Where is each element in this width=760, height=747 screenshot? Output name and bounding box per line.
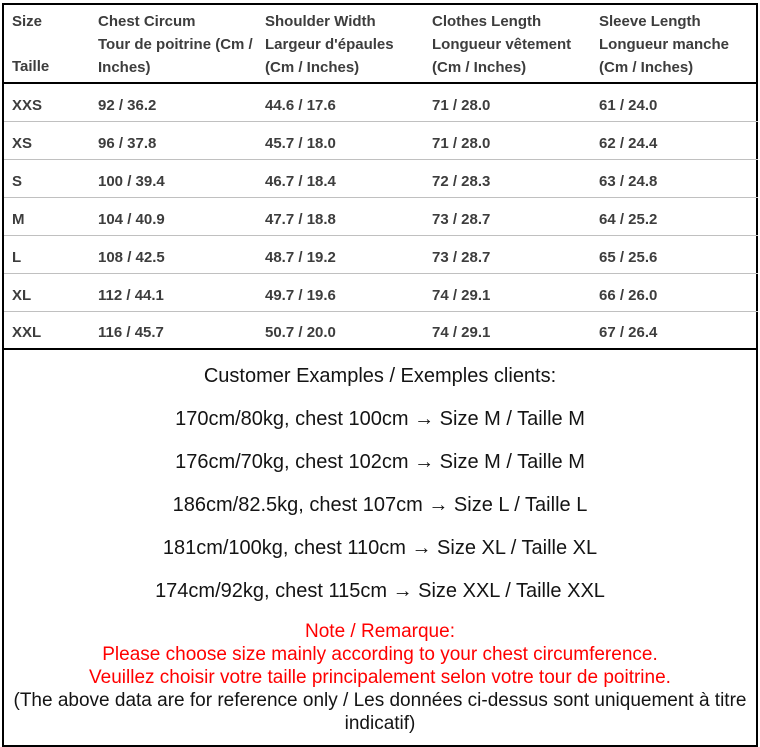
example-line: 170cm/80kg, chest 100cm → Size M / Taille M [175,408,585,430]
cell-length: 74 / 29.1 [432,324,491,341]
table-row [4,159,758,197]
example-line: 176cm/70kg, chest 102cm → Size M / Taille M [175,451,585,473]
table-row [4,235,758,273]
header-sleeve-fr: Longueur manche (Cm / Inches) [599,36,730,76]
header-size-fr: Taille [12,58,50,75]
table-header [4,5,758,83]
table-row [4,121,758,159]
cell-size: XXL [12,324,42,341]
cell-length: 71 / 28.0 [432,96,491,114]
examples-title: Customer Examples / Exemples clients: [203,365,557,387]
cell-chest: 100 / 39.4 [98,172,165,190]
note-line-french: Veuillez choisir votre taille principalement selon votre tour de poitrine. [89,667,671,688]
cell-shoulder: 48.7 / 19.2 [265,248,336,266]
cell-shoulder: 45.7 / 18.0 [265,134,336,152]
cell-sleeve: 63 / 24.8 [599,172,658,190]
header-cell-size [4,5,90,83]
size-chart-table [4,5,758,350]
size-chart-sheet [2,3,758,747]
cell-chest: 112 / 44.1 [98,286,164,304]
note-disclaimer: (The above data are for reference only / Les données ci-dessus sont uniquement à titre indicatif) [13,690,747,734]
header-length-fr: Longueur vêtement (Cm / Inches) [432,36,572,76]
cell-length: 72 / 28.3 [432,172,491,190]
cell-size: XXS [12,96,43,114]
table-row [4,273,758,311]
cell-chest: 92 / 36.2 [98,96,157,114]
cell-sleeve: 67 / 26.4 [599,324,658,341]
cell-shoulder: 50.7 / 20.0 [265,324,336,341]
cell-sleeve: 61 / 24.0 [599,96,658,114]
example-line: 186cm/82.5kg, chest 107cm → Size L / Taille L [172,494,588,516]
example-line: 181cm/100kg, chest 110cm → Size XL / Taille XL [162,537,598,559]
cell-size: XL [12,286,32,304]
header-shoulder-en: Shoulder Width [265,13,376,30]
table-row [4,197,758,235]
cell-chest: 96 / 37.8 [98,134,157,152]
header-cell-chest [90,5,257,83]
cell-shoulder: 46.7 / 18.4 [265,172,336,190]
table-body [4,83,758,349]
cell-size: L [12,248,22,266]
header-row [4,5,758,83]
cell-chest: 116 / 45.7 [98,324,164,341]
header-sleeve-en: Sleeve Length [599,13,701,30]
cell-size: XS [12,134,33,152]
cell-size: S [12,172,23,190]
note-line-english: Please choose size mainly according to your chest circumference. [102,644,658,665]
header-chest-fr: Tour de poitrine (Cm / Inches) [98,36,253,76]
header-length-en: Clothes Length [432,13,542,30]
cell-sleeve: 66 / 26.0 [599,286,658,304]
cell-length: 73 / 28.7 [432,248,491,266]
header-size-en: Size [12,13,43,30]
cell-shoulder: 44.6 / 17.6 [265,96,336,114]
header-shoulder-fr: Largeur d'épaules (Cm / Inches) [265,36,394,76]
example-line: 174cm/92kg, chest 115cm → Size XXL / Taille XXL [155,580,605,602]
table-row [4,83,758,121]
cell-size: M [12,210,25,228]
header-cell-sleeve [591,5,758,83]
cell-length: 74 / 29.1 [432,286,491,304]
note-title: Note / Remarque: [305,621,455,642]
cell-length: 71 / 28.0 [432,134,491,152]
cell-sleeve: 65 / 25.6 [599,248,658,266]
customer-examples-section [4,350,756,745]
cell-shoulder: 49.7 / 19.6 [265,286,336,304]
cell-shoulder: 47.7 / 18.8 [265,210,336,228]
header-cell-shoulder [257,5,424,83]
cell-chest: 104 / 40.9 [98,210,165,228]
cell-length: 73 / 28.7 [432,210,491,228]
header-cell-length [424,5,591,83]
cell-chest: 108 / 42.5 [98,248,165,266]
cell-sleeve: 64 / 25.2 [599,210,658,228]
cell-sleeve: 62 / 24.4 [599,134,658,152]
table-row [4,311,758,349]
header-chest-en: Chest Circum [98,13,196,30]
